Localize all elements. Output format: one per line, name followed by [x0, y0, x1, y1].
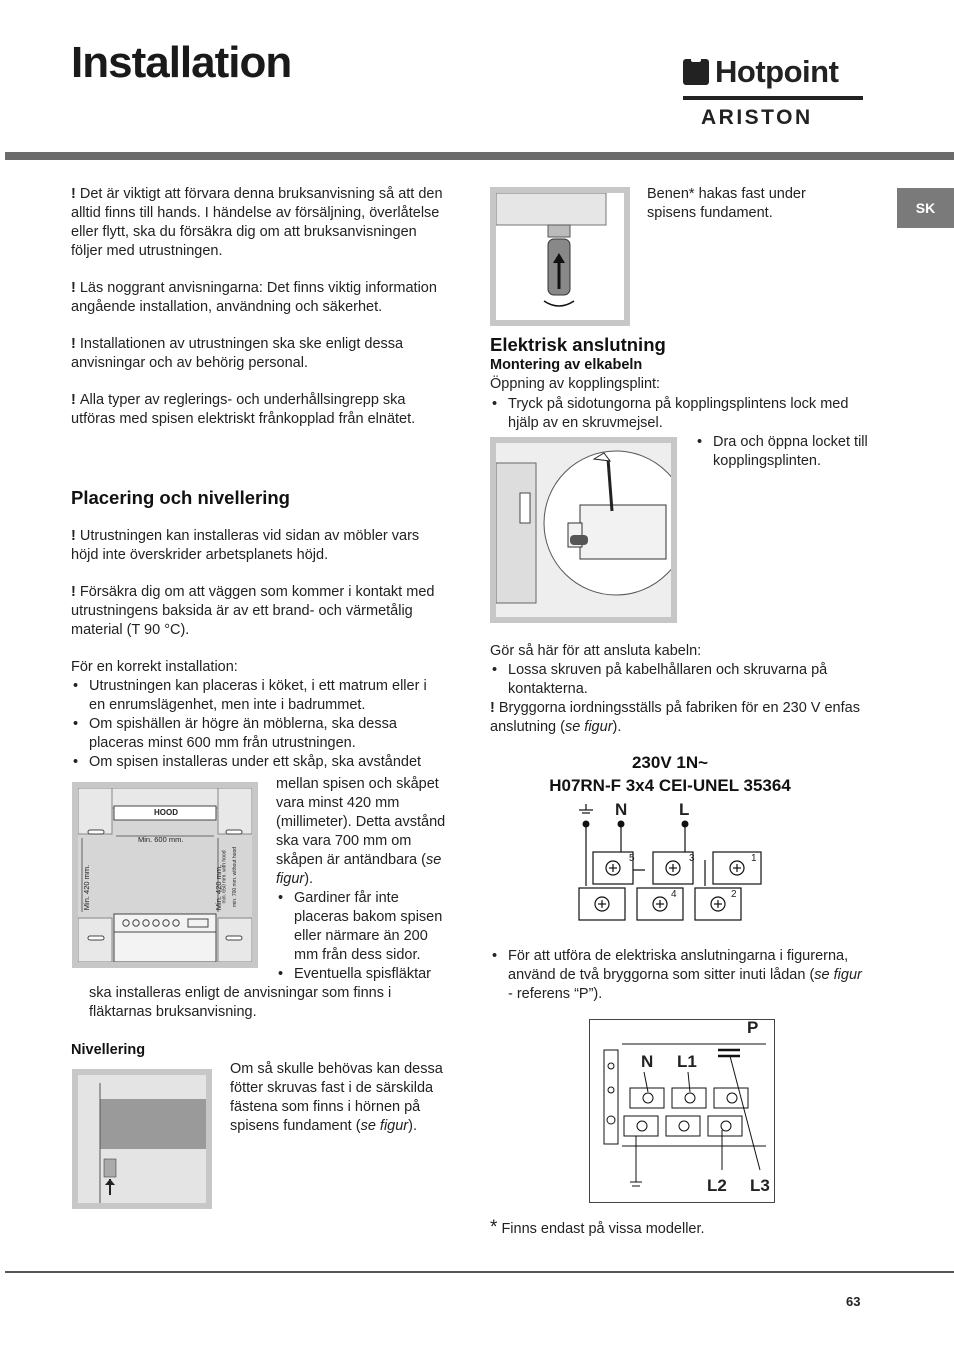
placering-warnings: [71, 527, 446, 772]
terminal-3-label: 3: [689, 853, 695, 864]
footer-divider: [5, 1271, 954, 1273]
spec-cable: H07RN-F 3x4 CEI-UNEL 35364: [549, 776, 791, 795]
logo-ariston-text: ARISTON: [701, 106, 813, 129]
wiring-bridges-icon: [590, 1020, 774, 1202]
spec-voltage: 230V 1N~: [631, 753, 709, 772]
terminal-l-label: L: [679, 800, 690, 819]
feet-text: Benen* hakas fast under spisens fundament.: [647, 186, 806, 221]
connect-instructions: Gör så här för att ansluta kabeln: • Lossa skruven på kabelhållaren och skruvarna på kontakterna. ! Bryggorna iordningsställs på fabriken för en 230 V enfas anslutning (se figur).: [490, 642, 865, 737]
leveling-foot-icon: [78, 1075, 206, 1203]
footnote: * Finns endast på vissa modeller.: [490, 1217, 705, 1238]
bullet-600mm: • Om spishällen är högre än möblerna, ska dessa placeras minst 600 mm från utrustningen.: [71, 715, 446, 753]
terminal-4-label: 4: [671, 889, 677, 900]
bridge-l1-label: L1: [677, 1052, 697, 1071]
min-420-left-label: Min. 420 mm.: [82, 864, 92, 911]
hood-label: HOOD: [154, 808, 178, 817]
wiring-diagram-bridges: [589, 1019, 775, 1203]
terminal-5-label: 5: [629, 853, 635, 864]
bridge-n-label: N: [641, 1052, 654, 1071]
bridge-p-label: P: [747, 1018, 759, 1037]
oppning-text: Öppning av kopplingsplint:: [490, 376, 661, 392]
nivellering-text: Om så skulle behövas kan dessa fötter skruvas fast i de särskilda fästena som finns i hörnen på spisens fundament (se figur).: [230, 1061, 443, 1134]
placering-heading: Placering och nivellering: [71, 487, 290, 508]
page-number: 63: [846, 1294, 861, 1309]
terminal-1-label: 1: [751, 853, 757, 864]
leveling-figure: [72, 1069, 212, 1209]
terminal-n-label: N: [615, 800, 628, 819]
side-note-with-hood: min. 650 mm. with hood: [221, 850, 228, 904]
terminal-box-icon: [496, 443, 671, 617]
wiring-1phase-icon: [575, 800, 765, 925]
logo-hotpoint-text: Hotpoint: [715, 54, 839, 89]
tryck-bullet: • Tryck på sidotungorna på kopplingsplintens lock med hjälp av en skruvmejsel.: [490, 395, 865, 433]
min-600-label: Min. 600 mm.: [138, 835, 184, 844]
warning-3: ! Installationen av utrustningen ska ske enligt dessa anvisningar och av behörig personal.: [71, 336, 404, 371]
placering-warning-1: ! Utrustningen kan installeras vid sidan av möbler vars höjd inte överskrider arbetsplanets höjd.: [71, 528, 420, 563]
page-title: Installation: [71, 38, 292, 87]
bullet-hoods-a: • Eventuella spisfläktar: [276, 965, 451, 984]
placering-warning-2: ! Försäkra dig om att väggen som kommer i kontakt med utrustningens baksida är av ett brand- och värmetålig material (T 90 °C).: [71, 584, 435, 638]
bullet-curtains: • Gardiner får inte placeras bakom spisen eller närmare än 200 mm från dess sidor.: [276, 889, 446, 965]
utfora-bullet: • För att utföra de elektriska anslutningarna i figurerna, använd de två bryggorna som sitter inuti lådan (se figur - referens “P”).: [490, 947, 865, 1004]
elektrisk-heading: Elektrisk anslutning: [490, 334, 666, 355]
bridge-l2-label: L2: [707, 1176, 727, 1195]
cabinet-distance-text: mellan spisen och skåpet vara minst 420 mm (millimeter). Detta avstånd ska vara 700 mm om skåpen är antändbara (se figur).: [276, 776, 446, 887]
min-420-right-label: Min. 420 mm.: [214, 864, 224, 911]
terminal-box-figure: [490, 437, 677, 623]
installation-bullets: [71, 677, 446, 772]
korrekt-intro: För en korrekt installation:: [71, 659, 238, 675]
bullet-kitchen: • Utrustningen kan placeras i köket, i ett matrum eller i en enrumslägenhet, men inte i badrummet.: [71, 677, 446, 715]
terminal-2-label: 2: [731, 889, 737, 900]
nivellering-heading: Nivellering: [71, 1042, 146, 1058]
montering-heading: Montering av elkabeln: [490, 357, 643, 373]
bullet-cabinet-a: • Om spisen installeras under ett skåp, ska avståndet: [71, 753, 446, 772]
language-tab: SK: [897, 188, 954, 228]
hotpoint-ariston-logo: [683, 56, 863, 130]
hood-distance-diagram: [72, 782, 258, 968]
header-divider: [5, 152, 954, 160]
side-note-without-hood: min. 700 mm. without hood: [232, 846, 239, 908]
dra-bullet: • Dra och öppna locket till kopplingsplinten.: [695, 433, 870, 471]
feet-hook-icon: [496, 193, 624, 320]
warning-1: ! Det är viktigt att förvara denna bruksanvisning så att den alltid finns till hands. I händelse av försäljning, överlåtelse eller flytt, ska du försäkra dig om att bruksanvisningen följer med utrustningen.: [71, 186, 443, 259]
intro-warnings: [71, 185, 446, 429]
wiring-diagram-1phase: [575, 800, 765, 925]
warning-2: ! Läs noggrant anvisningarna: Det finns viktig information angående installation, användning och säkerhet.: [71, 280, 437, 315]
feet-figure: [490, 187, 630, 326]
bridge-l3-label: L3: [750, 1176, 770, 1195]
cable-spec: [490, 751, 850, 797]
bryggorna-note: ! Bryggorna iordningsställs på fabriken för en 230 V enfas anslutning (se figur).: [490, 700, 860, 735]
bullet-hoods-b: ska installeras enligt de anvisningar som finns i fläktarnas bruksanvisning.: [89, 985, 392, 1020]
warning-4: ! Alla typer av reglerings- och underhållsingrepp ska utföras med spisen elektriskt frånkopplad från elnätet.: [71, 392, 416, 427]
